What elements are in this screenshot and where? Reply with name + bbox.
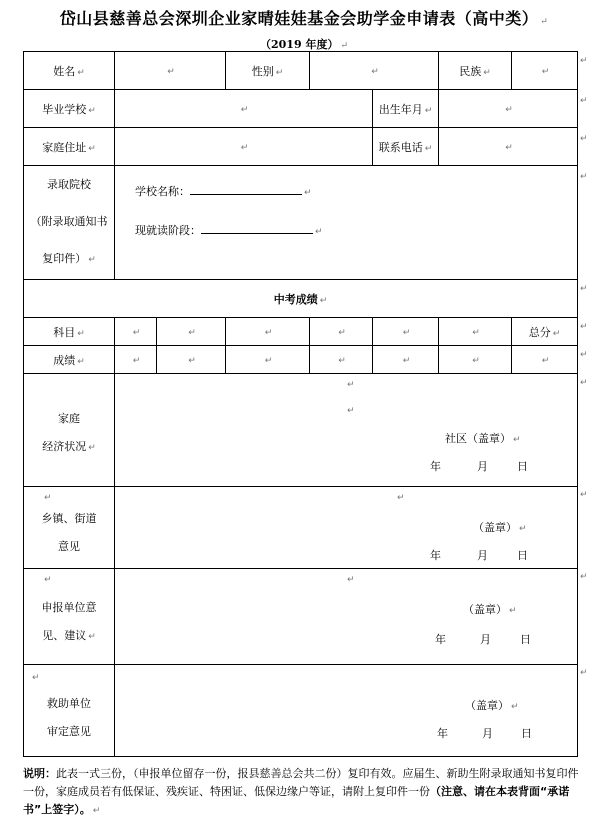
birth-value[interactable]: ↵ — [439, 90, 578, 128]
row-subjects — [24, 318, 578, 346]
scores-section-title: 中考成绩 ↵ — [24, 280, 578, 318]
graduated-school-value[interactable]: ↵ — [115, 90, 373, 128]
margin-mark: ↵ — [580, 172, 588, 182]
score-cell[interactable]: ↵ — [439, 346, 512, 374]
margin-mark: ↵ — [580, 378, 588, 388]
row-family-status — [24, 374, 578, 487]
score-cell[interactable]: ↵ — [226, 346, 310, 374]
margin-mark: ↵ — [580, 322, 588, 332]
applicant-unit-date-year: 年 — [435, 633, 446, 646]
birth-label: 出生年月 ↵ — [373, 90, 439, 128]
margin-mark: ↵ — [580, 134, 588, 144]
ethnicity-value[interactable]: ↵ — [512, 52, 578, 90]
row-applicant-unit — [24, 569, 578, 665]
address-value[interactable]: ↵ — [115, 128, 373, 166]
footnote: 说明：此表一式三份，（申报单位留存一份，报县慈善总会共二份）复印有效。应届生、新助生附录取通知书复印件一份，家庭成员若有低保证、残疾证、特困证、低保边缘户等证，请附上复印件一份（注意、请在本表背面“承诺书”上签字）。 ↵ — [23, 767, 579, 816]
subject-cell[interactable]: ↵ — [310, 318, 373, 346]
margin-mark: ↵ — [580, 572, 588, 582]
row-scores — [24, 346, 578, 374]
row-township — [24, 487, 578, 569]
aid-unit-label: ↵ 救助单位 审定意见 — [24, 665, 115, 757]
aid-unit-date-month: 月 — [482, 727, 493, 740]
community-seal: 社区（盖章） ↵ — [445, 432, 521, 445]
applicant-unit-seal: （盖章） ↵ — [463, 603, 517, 616]
graduated-school-label: 毕业学校 ↵ — [24, 90, 115, 128]
aid-unit-date-year: 年 — [437, 727, 448, 740]
total-score-cell[interactable]: ↵ — [512, 346, 578, 374]
score-cell[interactable]: ↵ — [157, 346, 226, 374]
applicant-unit-date-day: 日 — [520, 633, 531, 646]
gender-label: 性别 ↵ — [226, 52, 310, 90]
applicant-unit-label: ↵ 申报单位意 见、建议 ↵ — [24, 569, 115, 665]
family-status-content[interactable]: ↵ ↵ 社区（盖章） ↵ 年 月 日 — [115, 374, 578, 487]
score-cell[interactable]: ↵ — [373, 346, 439, 374]
applicant-unit-date-month: 月 — [480, 633, 491, 646]
row-admission — [24, 166, 578, 280]
margin-mark: ↵ — [580, 350, 588, 360]
subject-label: 科目 ↵ — [24, 318, 115, 346]
margin-mark: ↵ — [580, 284, 588, 294]
aid-unit-content[interactable] — [115, 665, 578, 757]
row-aid-unit — [24, 665, 578, 757]
margin-mark: ↵ — [580, 96, 588, 106]
subject-cell[interactable]: ↵ — [157, 318, 226, 346]
score-cell[interactable]: ↵ — [310, 346, 373, 374]
applicant-unit-content[interactable]: ↵ （盖章） ↵ 年 月 日 — [115, 569, 578, 665]
phone-label: 联系电话 ↵ — [373, 128, 439, 166]
score-label: 成绩 ↵ — [24, 346, 115, 374]
township-date-day: 日 — [517, 549, 528, 562]
form-year: （2019 年度） ↵ — [260, 38, 348, 51]
township-date-year: 年 — [430, 549, 441, 562]
subject-cell[interactable]: ↵ — [226, 318, 310, 346]
total-label: 总分 ↵ — [512, 318, 578, 346]
admission-label: 录取院校 （附录取通知书 复印件） ↵ — [24, 166, 115, 280]
score-cell[interactable]: ↵ — [115, 346, 157, 374]
form-title: 岱山县慈善总会深圳企业家晴娃娃基金会助学金申请表（高中类） ↵ — [59, 9, 549, 28]
ethnicity-label: 民族 ↵ — [439, 52, 512, 90]
aid-unit-seal: （盖章） ↵ — [465, 699, 519, 712]
admission-content: 学校名称： ↵ 现就读阶段： ↵ — [115, 166, 578, 280]
name-label: 姓名 ↵ — [24, 52, 115, 90]
township-content[interactable]: ↵ （盖章） ↵ 年 月 日 — [115, 487, 578, 569]
family-date-year: 年 — [430, 460, 441, 473]
subject-cell[interactable]: ↵ — [439, 318, 512, 346]
aid-unit-date-day: 日 — [521, 727, 532, 740]
subject-cell[interactable]: ↵ — [115, 318, 157, 346]
subject-cell[interactable]: ↵ — [373, 318, 439, 346]
row-address-phone — [24, 128, 578, 166]
margin-mark: ↵ — [580, 668, 588, 678]
application-form-table — [23, 51, 578, 757]
family-date-day: 日 — [517, 460, 528, 473]
school-name-input[interactable] — [190, 183, 302, 195]
row-scores-title — [24, 280, 578, 318]
family-date-month: 月 — [477, 460, 488, 473]
name-value[interactable]: ↵ — [115, 52, 226, 90]
margin-mark: ↵ — [580, 56, 588, 66]
address-label: 家庭住址 ↵ — [24, 128, 115, 166]
township-label: ↵ 乡镇、街道 意见 — [24, 487, 115, 569]
row-basic-info — [24, 52, 578, 90]
gender-value[interactable]: ↵ — [310, 52, 439, 90]
family-status-label: 家庭 经济状况 ↵ — [24, 374, 115, 487]
current-stage-input[interactable] — [201, 222, 313, 234]
township-date-month: 月 — [477, 549, 488, 562]
row-school-birth — [24, 90, 578, 128]
phone-value[interactable]: ↵ — [439, 128, 578, 166]
township-seal: （盖章） ↵ — [473, 521, 527, 534]
margin-mark: ↵ — [580, 490, 588, 500]
